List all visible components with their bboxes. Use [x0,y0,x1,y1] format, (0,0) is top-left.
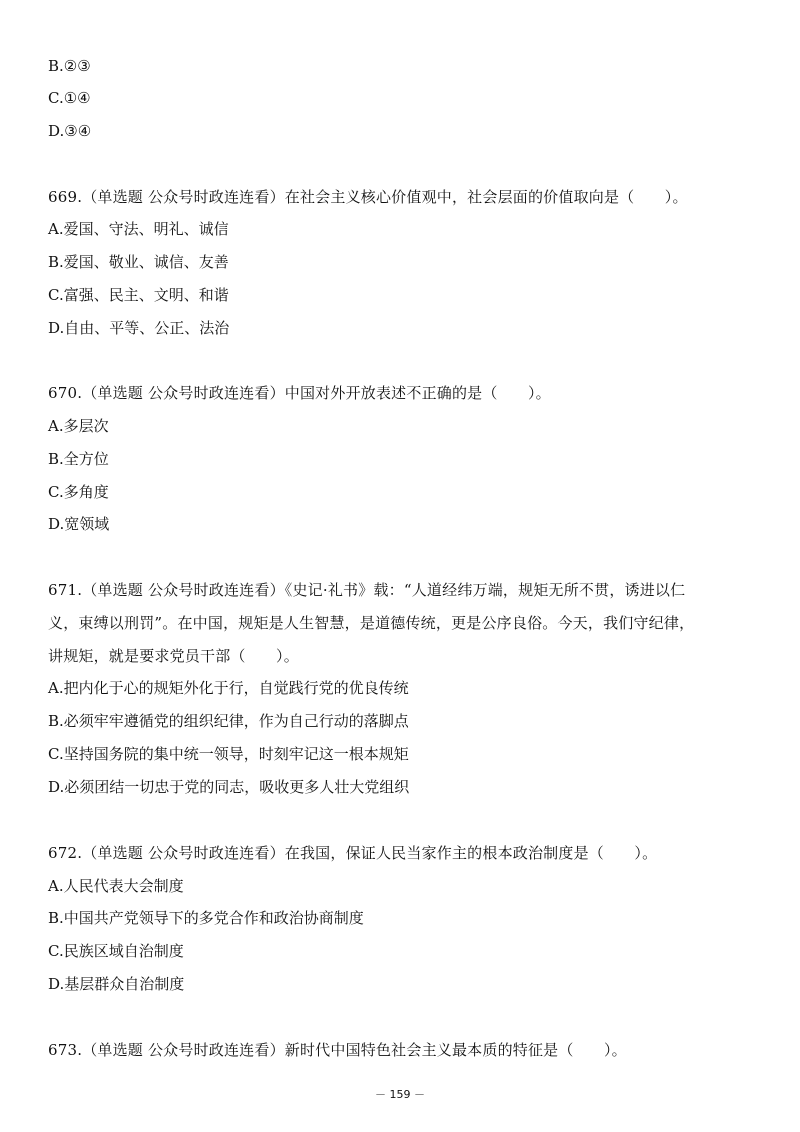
question-671-option-a [48,678,409,698]
option-label: B. [48,450,64,468]
option-text: 人民代表大会制度 [63,877,184,895]
option-text: ③④ [64,122,92,140]
question-671-option-d [48,777,409,797]
question-671-option-c [48,744,409,764]
question-number: 673. [48,1041,83,1059]
question-670-option-b [48,449,109,469]
option-label: A. [48,220,64,238]
option-label: D. [48,778,65,796]
option-label: C. [48,942,64,960]
question-671-option-b [48,711,409,731]
option-text: 全方位 [63,450,109,468]
option-d [48,121,91,141]
option-label: A. [48,877,64,895]
option-text: 必须牢牢遵循党的组织纪律，作为自己行动的落脚点 [63,712,409,730]
option-text: 爱国、敬业、诚信、友善 [63,253,229,271]
question-number: 671. [48,581,83,599]
option-text: 中国共产党领导下的多党合作和政治协商制度 [63,909,364,927]
option-text: 自由、平等、公正、法治 [64,319,230,337]
option-text: 富强、民主、文明、和谐 [63,286,229,304]
option-label: D. [48,319,65,337]
question-670-option-d [48,514,109,534]
question-source: （单选题 公众号时政连连看） [82,1041,285,1059]
option-label: C. [48,89,64,107]
question-669-option-a [48,219,229,239]
question-669-option-c [48,285,229,305]
question-669-option-d [48,318,229,338]
option-text: 宽领域 [64,515,110,533]
question-text: 在社会主义核心价值观中，社会层面的价值取向是（ ）。 [284,188,688,206]
option-text: ②③ [63,57,91,75]
question-669-stem [48,187,688,207]
option-text: 多层次 [63,417,109,435]
question-source: （单选题 公众号时政连连看） [82,581,285,599]
question-671-stem-line-2: 义，束缚以刑罚”。在中国，规矩是人生智慧，是道德传统，更是公序良俗。今天，我们守纪律， [48,614,695,632]
question-672-option-a [48,876,184,896]
option-text: 爱国、守法、明礼、诚信 [63,220,229,238]
question-source: （单选题 公众号时政连连看） [82,188,285,206]
question-670-stem [48,383,551,403]
question-672-stem [48,843,657,863]
option-text: 基层群众自治制度 [64,975,185,993]
option-text: 民族区域自治制度 [63,942,184,960]
question-669-option-b [48,252,229,272]
option-label: B. [48,253,64,271]
question-text: 《史记·礼书》载：“人道经纬万端，规矩无所不贯，诱进以仁 [284,581,686,599]
option-label: B. [48,57,64,75]
option-label: B. [48,909,64,927]
question-671-stem-line-3: 讲规矩，就是要求党员干部（ ）。 [48,647,299,665]
question-672-option-d [48,974,184,994]
option-label: D. [48,122,65,140]
question-673-stem [48,1040,627,1060]
option-label: C. [48,286,64,304]
option-label: B. [48,712,64,730]
option-label: D. [48,515,65,533]
option-label: A. [48,417,64,435]
question-text: 中国对外开放表述不正确的是（ ）。 [284,384,551,402]
option-label: D. [48,975,65,993]
option-label: C. [48,745,64,763]
question-number: 670. [48,384,83,402]
question-text: 在我国，保证人民当家作主的根本政治制度是（ ）。 [284,844,658,862]
question-source: （单选题 公众号时政连连看） [82,844,285,862]
option-label: A. [48,679,64,697]
question-671-stem [48,580,685,600]
question-672-option-b [48,908,364,928]
question-670-option-a [48,416,109,436]
option-text: 坚持国务院的集中统一领导，时刻牢记这一根本规矩 [63,745,409,763]
question-672-option-c [48,941,184,961]
option-text: ①④ [63,89,91,107]
question-number: 669. [48,188,83,206]
question-source: （单选题 公众号时政连连看） [82,384,285,402]
question-text: 新时代中国特色社会主义最本质的特征是（ ）。 [284,1041,627,1059]
option-text: 多角度 [63,483,109,501]
option-b [48,56,91,76]
page-number: － 159 － [375,1088,425,1101]
option-text: 必须团结一切忠于党的同志，吸收更多人壮大党组织 [64,778,410,796]
option-label: C. [48,483,64,501]
question-670-option-c [48,482,109,502]
question-number: 672. [48,844,83,862]
option-c [48,88,91,108]
option-text: 把内化于心的规矩外化于行，自觉践行党的优良传统 [63,679,409,697]
